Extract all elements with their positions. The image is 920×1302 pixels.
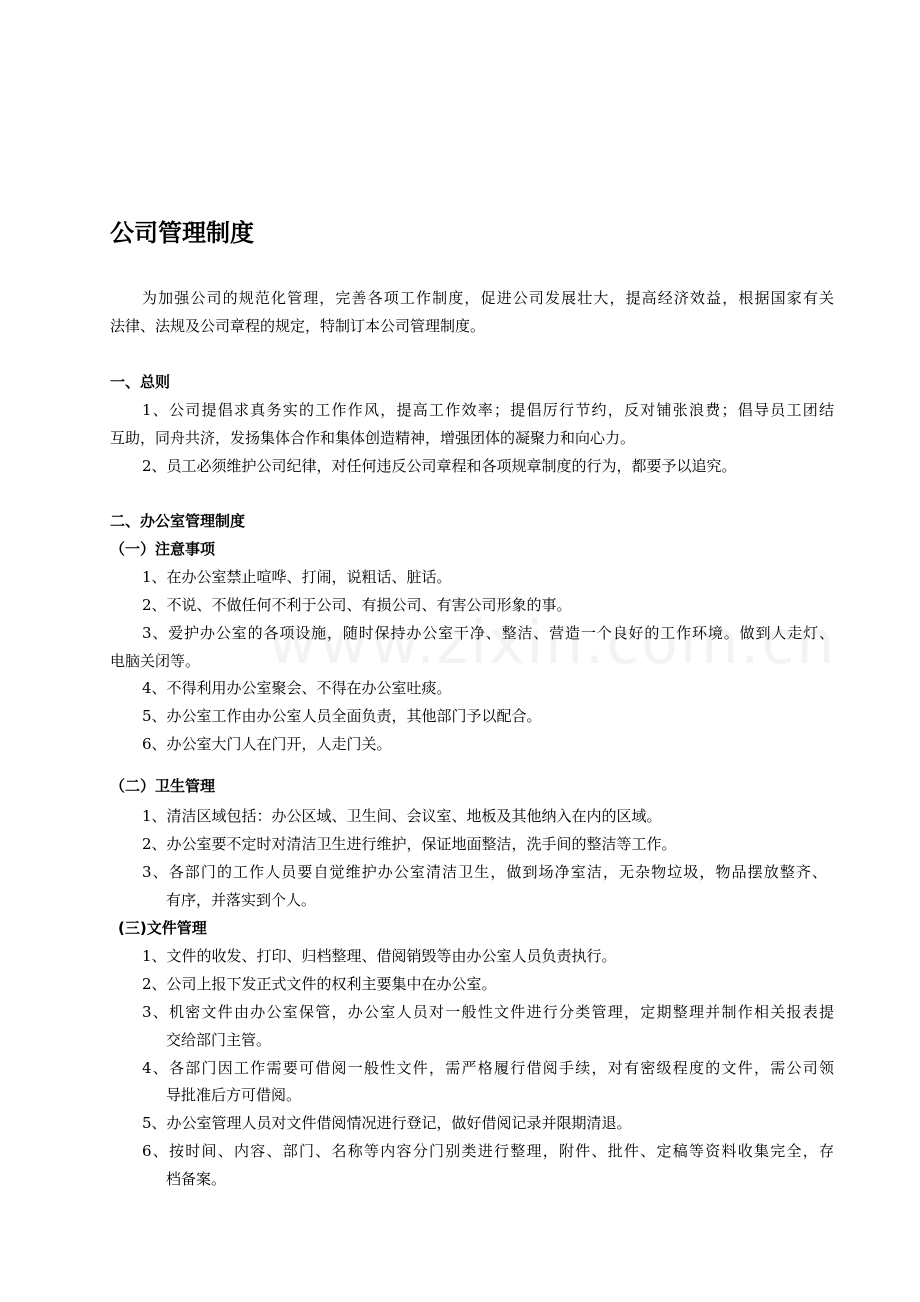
- subsection-3-item-4-line-1: 4、各部门因工作需要可借阅一般性文件，需严格履行借阅手续，对有密级程度的文件，需公司领: [142, 1059, 834, 1077]
- subsection-2-item-3-line-1: 3、各部门的工作人员要自觉维护办公室清洁卫生，做到场净室洁，无杂物垃圾，物品摆放整齐、: [142, 863, 827, 881]
- subsection-3-item-6-line-2: 档备案。: [166, 1170, 227, 1188]
- subsection-3-heading: (三)文件管理: [118, 919, 207, 937]
- section-1-item-1-line-2: 互助，同舟共济，发扬集体合作和集体创造精神，增强团体的凝聚力和向心力。: [110, 429, 636, 447]
- intro-line-1: 为加强公司的规范化管理，完善各项工作制度，促进公司发展壮大，提高经济效益，根据国家有关: [142, 289, 834, 307]
- subsection-2-item-2: 2、办公室要不定时对清洁卫生进行维护，保证地面整洁，洗手间的整洁等工作。: [142, 835, 677, 853]
- section-2-heading: 二、办公室管理制度: [110, 512, 246, 530]
- section-1-item-1-line-1: 1、公司提倡求真务实的工作作风，提高工作效率；提倡厉行节约，反对铺张浪费；倡导员工团结: [142, 401, 834, 419]
- subsection-3-item-4-line-2: 导批准后方可借阅。: [166, 1086, 302, 1104]
- subsection-1-item-4: 4、不得利用办公室聚会、不得在办公室吐痰。: [142, 679, 452, 697]
- subsection-3-item-3-line-1: 3、机密文件由办公室保管，办公室人员对一般性文件进行分类管理，定期整理并制作相关报表提: [142, 1003, 834, 1021]
- document-title: 公司管理制度: [110, 219, 254, 247]
- subsection-3-item-5: 5、办公室管理人员对文件借阅情况进行登记，做好借阅记录并限期清退。: [142, 1114, 632, 1132]
- subsection-1-item-1: 1、在办公室禁止喧哗、打闹，说粗话、脏话。: [142, 568, 452, 586]
- subsection-3-item-1: 1、文件的收发、打印、归档整理、借阅销毁等由办公室人员负责执行。: [142, 947, 617, 965]
- subsection-1-item-3-line-1: 3、爱护办公室的各项设施，随时保持办公室干净、整洁、营造一个良好的工作环境。做到人走灯、: [142, 624, 834, 642]
- section-1-heading: 一、总则: [110, 373, 171, 391]
- subsection-1-item-2: 2、不说、不做任何不利于公司、有损公司、有害公司形象的事。: [142, 596, 572, 614]
- subsection-1-item-3-line-2: 电脑关闭等。: [110, 652, 201, 670]
- subsection-2-item-3-line-2: 有序，并落实到个人。: [166, 891, 317, 909]
- subsection-1-item-5: 5、办公室工作由办公室人员全面负责，其他部门予以配合。: [142, 707, 542, 725]
- subsection-3-item-6-line-1: 6、按时间、内容、部门、名称等内容分门别类进行整理，附件、批件、定稿等资料收集完全，存: [142, 1142, 834, 1160]
- subsection-1-item-6: 6、办公室大门人在门开，人走门关。: [142, 735, 392, 753]
- subsection-3-item-2: 2、公司上报下发正式文件的权利主要集中在办公室。: [142, 975, 497, 993]
- intro-line-2: 法律、法规及公司章程的规定，特制订本公司管理制度。: [110, 317, 486, 335]
- subsection-2-heading: （二）卫生管理: [110, 777, 216, 795]
- subsection-1-heading: （一）注意事项: [110, 540, 216, 558]
- section-1-item-2: 2、员工必须维护公司纪律，对任何违反公司章程和各项规章制度的行为，都要予以追究。: [142, 457, 737, 475]
- subsection-2-item-1: 1、清洁区域包括：办公区域、卫生间、会议室、地板及其他纳入在内的区域。: [142, 807, 662, 825]
- watermark: [268, 608, 836, 678]
- subsection-3-item-3-line-2: 交给部门主管。: [166, 1031, 272, 1049]
